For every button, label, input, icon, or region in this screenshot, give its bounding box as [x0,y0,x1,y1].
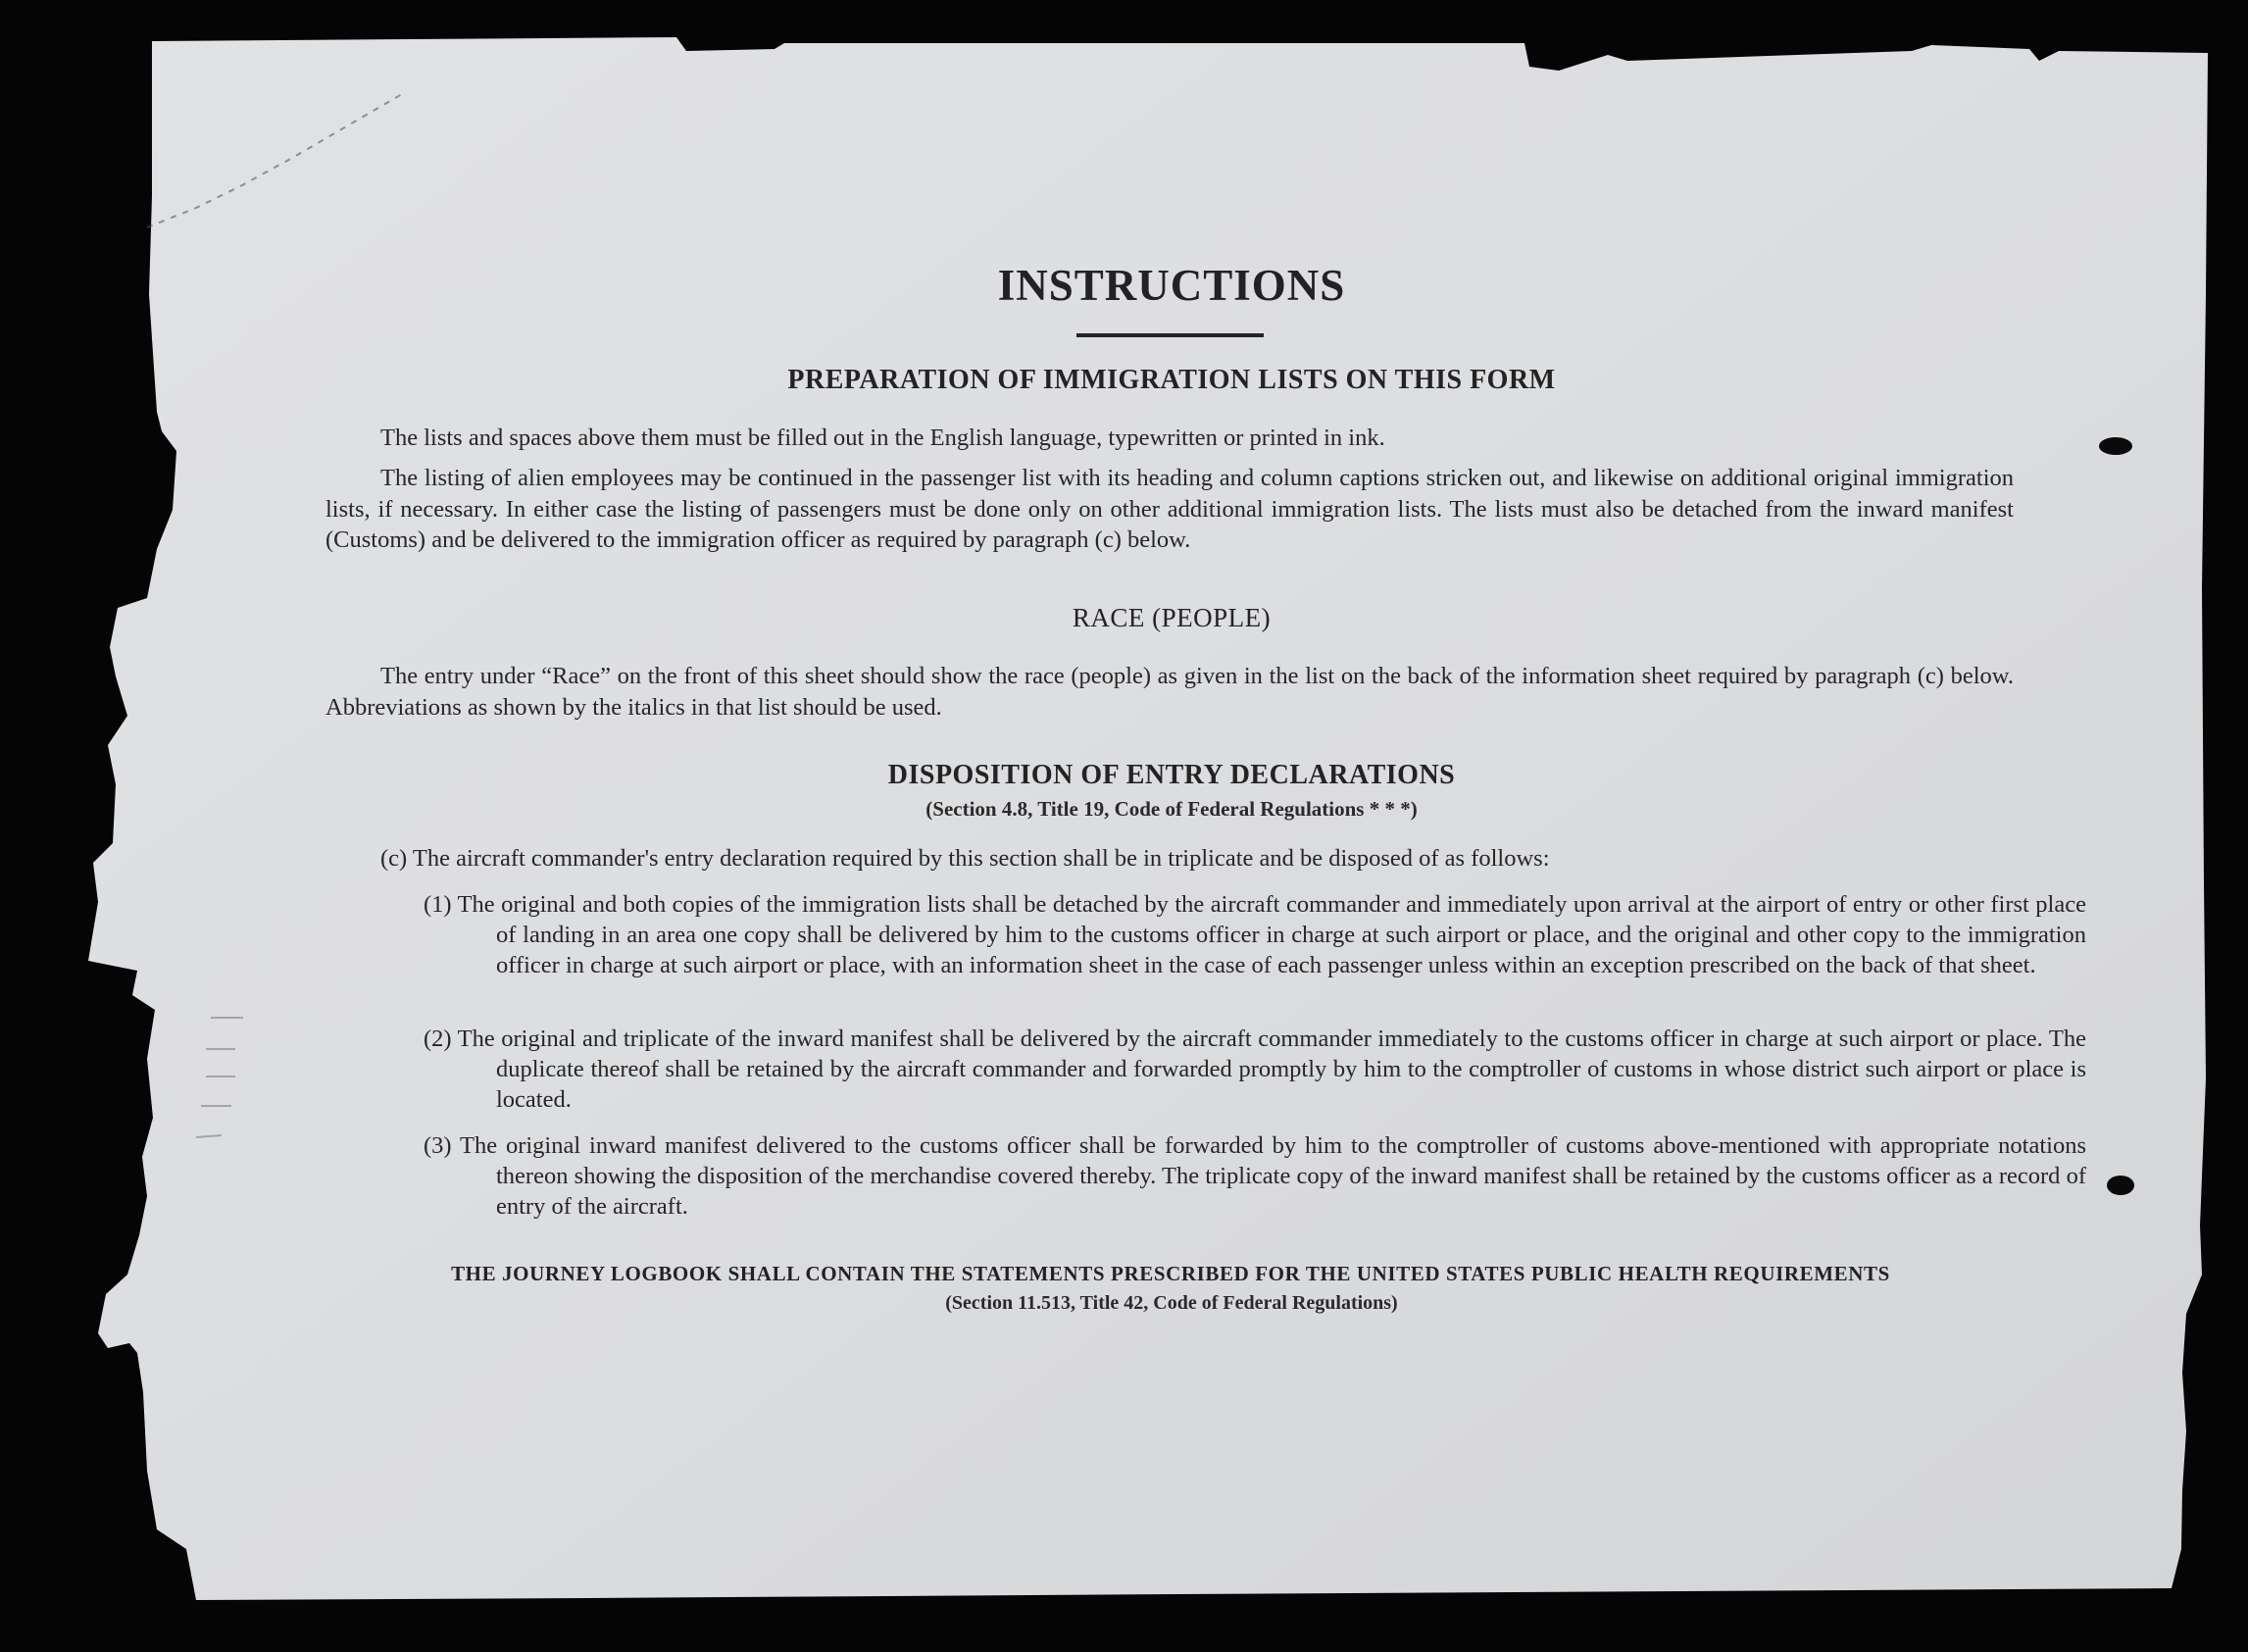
preparation-paragraph-2: The listing of alien employees may be continued in the passenger list with its heading and column captions stricken out, and likewise on additional original immigration lists, if necessary. In either case the listing of passengers must be done only on other additional immigration lists. The lists must also be detached from the inward manifest (Customs) and be delivered to the immigration officer as required by paragraph (c) below. [325,465,2014,553]
page-title: INSTRUCTIONS [997,261,1346,310]
title-underline [1076,333,1264,337]
disposition-heading: DISPOSITION OF ENTRY DECLARATIONS [887,760,1456,790]
disposition-item-1: (1) The original and both copies of the immigration lists shall be detached by the aircraft commander and immediately upon arrival at the airport of entry or other first place of landing in an area one copy shall be delivered by him to the customs officer in charge at such airport or place, and the original and other copy to the immigration officer in charge at such airport or place, with an information sheet in the case of each passenger unless within an exception prescribed on the back of that sheet. [424,891,2086,978]
footer-line-1: THE JOURNEY LOGBOOK SHALL CONTAIN THE STATEMENTS PRESCRIBED FOR THE UNITED STATES PUBLIC HEALTH REQUIREMENTS [451,1262,1890,1285]
footer-line-2: (Section 11.513, Title 42, Code of Federal Regulations) [945,1292,1398,1314]
disposition-subheading: (Section 4.8, Title 19, Code of Federal Regulations * * *) [925,797,1418,821]
preparation-heading: PREPARATION OF IMMIGRATION LISTS ON THIS FORM [787,365,1556,395]
disposition-item-2: (2) The original and triplicate of the inward manifest shall be delivered by the aircraft commander immediately to the customs officer in charge at such airport or place. The duplicate thereof shall be retained by the aircraft commander and forwarded promptly by him to the comptroller of customs in whose district such airport or place is located. [424,1026,2086,1113]
race-heading: RACE (PEOPLE) [1072,603,1272,632]
race-paragraph: The entry under “Race” on the front of this sheet should show the race (people) as given in the list on the back of the information sheet required by paragraph (c) below. Abbreviations as shown by the italics in that list should be used. [325,663,2014,721]
preparation-paragraph-1: The lists and spaces above them must be filled out in the English language, typewritten or printed in ink. [380,425,1385,451]
disposition-item-3: (3) The original inward manifest delivered to the customs officer shall be forwarded by him to the comptroller of customs above-mentioned with appropriate notations thereon showing the disposition of the merchandise covered thereby. The triplicate copy of the inward manifest shall be retained by the customs officer as a record of entry of the aircraft. [424,1132,2086,1220]
disposition-intro: (c) The aircraft commander's entry declaration required by this section shall be in triplicate and be disposed of as follows: [380,845,1550,872]
